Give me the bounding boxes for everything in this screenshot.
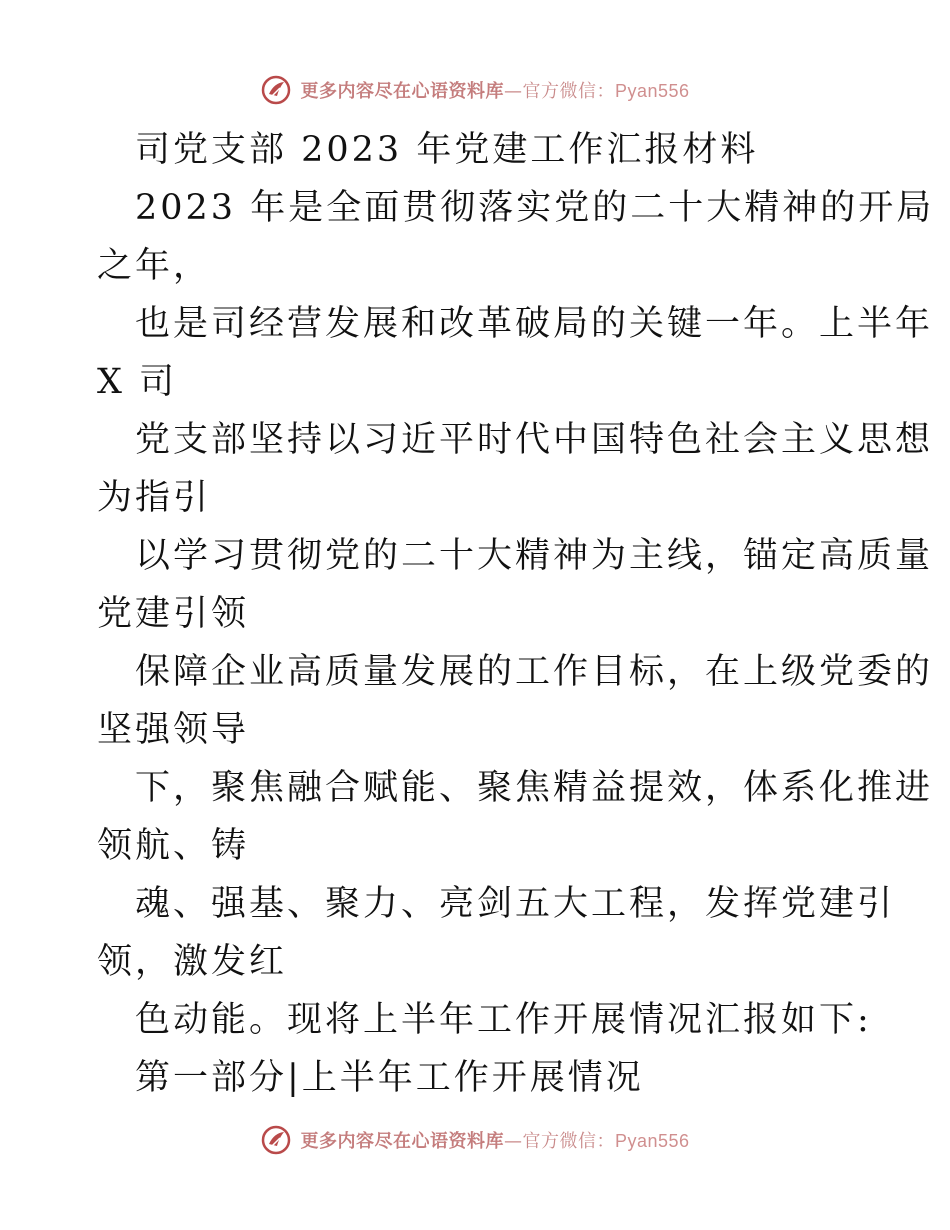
paragraph-line: 色动能。现将上半年工作开展情况汇报如下:: [135, 1000, 872, 1040]
paragraph-line: 以学习贯彻党的二十大精神为主线，锚定高质量: [135, 536, 934, 576]
paragraph-line: 之年，: [97, 246, 212, 286]
paragraph-line: 党支部坚持以习近平时代中国特色社会主义思想: [135, 420, 934, 460]
paragraph-line: 坚强领导: [97, 710, 250, 750]
watermark-suffix: 官方微信：: [522, 1131, 615, 1152]
watermark-text: [300, 1127, 689, 1153]
watermark-id: Pyan556: [614, 81, 690, 101]
paragraph-line: 领航、铸: [97, 826, 250, 866]
paragraph-line: 领，激发红: [97, 942, 288, 982]
watermark-brand: 更多内容尽在心语资料库: [300, 81, 504, 102]
watermark-id: Pyan556: [614, 1131, 690, 1151]
logo-icon: [260, 1124, 292, 1156]
paragraph-line: X 司: [97, 362, 178, 402]
watermark-suffix: 官方微信：: [522, 81, 615, 102]
watermark-text: [300, 77, 689, 103]
paragraph-line: 魂、强基、聚力、亮剑五大工程，发挥党建引: [135, 884, 896, 924]
watermark-separator: —: [503, 81, 523, 102]
paragraph-line: 党建引领: [97, 594, 250, 634]
watermark-brand: 更多内容尽在心语资料库: [300, 1131, 504, 1152]
watermark-separator: —: [503, 1131, 523, 1152]
document-title: 司党支部 2023 年党建工作汇报材料: [135, 130, 759, 170]
paragraph-line: 也是司经营发展和改革破局的关键一年。上半年: [135, 304, 934, 344]
paragraph-line: 为指引: [97, 478, 212, 518]
paragraph-line: 保障企业高质量发展的工作目标，在上级党委的: [135, 652, 934, 692]
watermark-header: [0, 70, 950, 110]
paragraph-line: 下，聚焦融合赋能、聚焦精益提效，体系化推进: [135, 768, 934, 808]
section-heading: 第一部分|上半年工作开展情况: [135, 1058, 644, 1098]
watermark-footer: [0, 1120, 950, 1160]
logo-icon: [260, 74, 292, 106]
paragraph-line: 2023 年是全面贯彻落实党的二十大精神的开局: [135, 188, 935, 228]
